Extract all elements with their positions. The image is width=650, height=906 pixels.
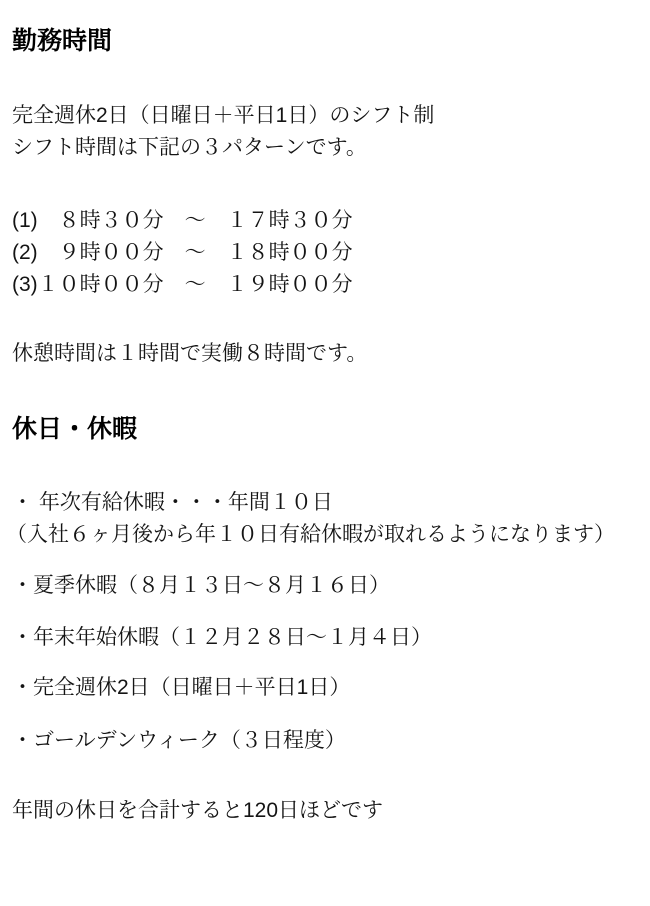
shift-intro [12, 100, 632, 164]
shift-intro-line-2: シフト時間は下記の３パターンです。 [12, 136, 367, 159]
holidays-heading: 休日・休暇 [12, 415, 138, 443]
document-page [0, 26, 650, 906]
holiday-item-golden-week: ・ゴールデンウィーク（３日程度） [12, 729, 346, 752]
shift-row-3: (3)１０時００分 ～ １９時００分 [12, 273, 353, 296]
holidays-summary: 年間の休日を合計すると120日ほどです [12, 799, 384, 822]
annual-leave-text: ・ 年次有給休暇・・・年間１０日 [12, 491, 333, 514]
holiday-item-annual-leave [6, 487, 632, 551]
holidays-section [6, 414, 632, 827]
holiday-item-summer: ・夏季休暇（８月１３日～８月１６日） [12, 574, 390, 597]
shift-row-2: (2) ９時００分 ～ １８時００分 [12, 241, 353, 264]
holiday-item-newyear: ・年末年始休暇（１２月２８日～１月４日） [12, 626, 432, 649]
shift-pattern-list [12, 205, 632, 301]
shift-row-1: (1) ８時３０分 ～ １７時３０分 [12, 209, 353, 232]
annual-leave-note: （入社６ヶ月後から年１０日有給休暇が取れるようになります） [6, 523, 615, 546]
break-time-note: 休憩時間は１時間で実働８時間です。 [12, 342, 368, 365]
work-hours-heading: 勤務時間 [12, 27, 113, 55]
work-hours-section [12, 26, 632, 370]
shift-intro-line-1: 完全週休2日（日曜日＋平日1日）のシフト制 [12, 104, 435, 127]
holiday-item-two-days-off: ・完全週休2日（日曜日＋平日1日） [12, 676, 351, 699]
